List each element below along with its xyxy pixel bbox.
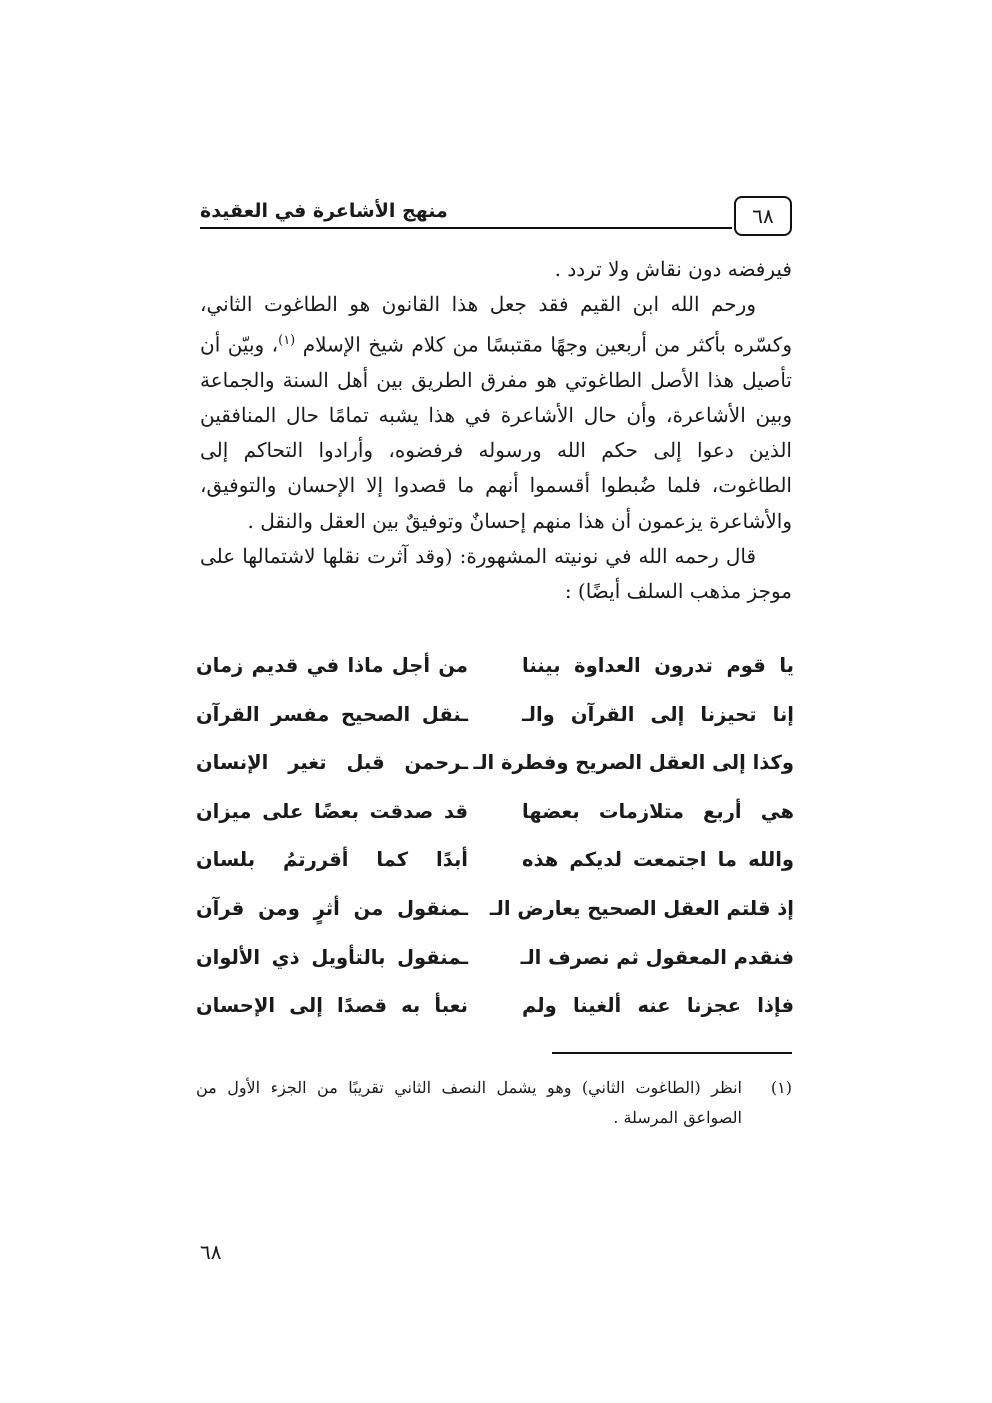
header-divider bbox=[200, 227, 732, 229]
footnote-divider bbox=[552, 1052, 792, 1054]
verse-1 bbox=[196, 654, 794, 703]
verse-first-hemistich: إذ قلتم العقل الصحيح يعارض الـ bbox=[489, 896, 794, 920]
footnote-ref: (١) bbox=[278, 332, 296, 348]
page-number-box bbox=[734, 196, 792, 236]
verse-2 bbox=[196, 703, 794, 752]
main-text bbox=[200, 252, 792, 610]
paragraph-2 bbox=[200, 287, 792, 539]
verse-first-hemistich: يا قوم تدرون العداوة بيننا bbox=[522, 654, 794, 677]
verse-first-hemistich: فإذا عجزنا عنه ألغينا ولم bbox=[522, 994, 794, 1018]
running-header bbox=[200, 196, 792, 242]
verse-first-hemistich: إنا تحيزنا إلى القرآن والـ bbox=[522, 702, 794, 726]
verse-first-hemistich: والله ما اجتمعت لديكم هذه bbox=[522, 848, 794, 872]
book-title-text: منهج الأشاعرة في العقيدة bbox=[200, 200, 448, 222]
verse-3 bbox=[196, 751, 794, 800]
paragraph-2-end: ، وبيّن أن تأصيل هذا الأصل الطاغوتي هو مفرق الطريق بين أهل السنة والجماعة وبين الأشاعرة، وأن حال الأشاعرة في هذا يشبه تمامًا حال المنافقين الذين دعوا إلى حكم الله ورسوله فرفضوه، وأرادوا التحاكم إلى الطاغوت، فلما ضُبطوا أقسموا أنهم ما قصدوا إلا الإحسان والتوفيق، والأشاعرة يزعمون أن هذا منهم إحسانٌ وتوفيقٌ بين العقل والنقل . bbox=[200, 332, 792, 533]
verse-7 bbox=[196, 946, 794, 995]
page-number-bottom: ٦٨ bbox=[200, 1240, 222, 1264]
verse-second-hemistich: ـنقل الصحيح مفسر القرآن bbox=[196, 702, 468, 726]
paragraph-3: قال رحمه الله في نونيته المشهورة: (وقد آثرت نقلها لاشتمالها على موجز مذهب السلف أيضًا) : bbox=[200, 544, 792, 604]
verse-first-hemistich: فنقدم المعقول ثم نصرف الـ bbox=[520, 945, 794, 969]
book-title bbox=[200, 200, 720, 222]
verse-second-hemistich: قد صدقت بعضًا على ميزان bbox=[196, 799, 468, 823]
verse-second-hemistich: من أجل ماذا في قديم زمان bbox=[196, 654, 468, 677]
verse-second-hemistich: ـمنقول من أثرٍ ومن قرآن bbox=[196, 896, 468, 920]
footnote-number: (١) bbox=[770, 1078, 792, 1097]
verse-second-hemistich: نعبأ به قصدًا إلى الإحسان bbox=[196, 994, 468, 1018]
page-number-top: ٦٨ bbox=[752, 204, 774, 228]
verse-8 bbox=[196, 994, 794, 1043]
paragraph-1: فيرفضه دون نقاش ولا تردد . bbox=[554, 257, 792, 281]
verse-4 bbox=[196, 800, 794, 849]
poem bbox=[196, 654, 794, 1043]
verse-5 bbox=[196, 848, 794, 897]
verse-first-hemistich: هي أربع متلازمات بعضها bbox=[522, 799, 794, 823]
verse-first-hemistich: وكذا إلى العقل الصريح وفطرة الـ bbox=[473, 751, 794, 775]
verse-6 bbox=[196, 897, 794, 946]
paragraph-2-start: ورحم الله ابن القيم فقد جعل هذا القانون هو الطاغوت الثاني، وكسّره بأكثر من أربعين وجهًا مقتبسًا من كلام شيخ الإسلام bbox=[200, 292, 792, 357]
footnote-1 bbox=[196, 1073, 792, 1133]
verse-second-hemistich: ـمنقول بالتأويل ذي الألوان bbox=[196, 945, 468, 969]
verse-second-hemistich: ـرحمن قبل تغير الإنسان bbox=[196, 751, 468, 775]
footnote-text: انظر (الطاغوت الثاني) وهو يشمل النصف الثاني تقريبًا من الجزء الأول من الصواعق المرسلة . bbox=[196, 1078, 742, 1127]
verse-second-hemistich: أبدًا كما أقررتمُ بلسان bbox=[196, 848, 468, 872]
